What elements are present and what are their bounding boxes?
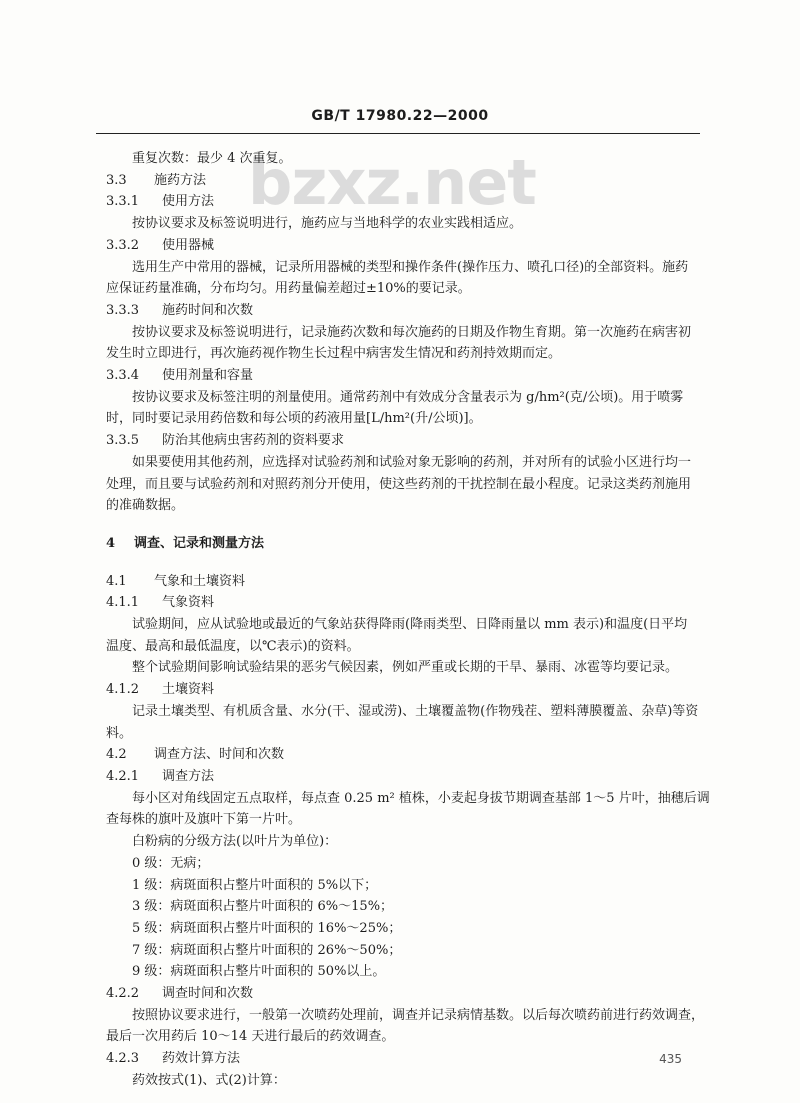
text-line: 每小区对角线固定五点取样，每点查 0.25 m² 植株，小麦起身拔节期调查基部 1～5 片叶，抽穗后调	[132, 790, 710, 806]
section-number: 3.3.1	[106, 194, 140, 210]
section-number: 4.2	[106, 747, 127, 763]
section-title: 施药时间和次数	[162, 302, 254, 318]
section-title: 气象和土壤资料	[154, 573, 246, 589]
section-number: 4.1	[106, 573, 127, 589]
grade-item: 7 级：病斑面积占整片叶面积的 26%～50%；	[132, 942, 402, 958]
section-heading	[106, 744, 716, 766]
section-number: 4.2.3	[106, 1051, 140, 1067]
section-number: 4.2.1	[106, 768, 140, 784]
section-heading	[106, 571, 716, 593]
section-number: 3.3	[106, 172, 127, 188]
text-line: 药效按式(1)、式(2)计算：	[132, 1072, 286, 1088]
section-title: 药效计算方法	[162, 1051, 241, 1067]
text-line: 时，同时要记录用药倍数和每公顷的药液用量[L/hm²(升/公顷)]。	[106, 411, 482, 427]
text-line: 按协议要求及标签说明进行，施药应与当地科学的农业实践相适应。	[132, 216, 523, 232]
section-number: 3.3.3	[106, 302, 140, 318]
section-title: 调查、记录和测量方法	[134, 535, 265, 551]
text-line: 应保证药量准确，分布均匀。用药量偏差超过±10%的要记录。	[106, 281, 471, 297]
section-title: 调查时间和次数	[162, 986, 254, 1002]
section-number: 4.2.2	[106, 986, 140, 1002]
section-heading	[106, 430, 716, 452]
section-heading	[106, 191, 716, 213]
section-title: 气象资料	[162, 595, 215, 611]
text-line: 按协议要求及标签说明进行，记录施药次数和每次施药的日期及作物生育期。第一次施药在病害初	[132, 324, 692, 340]
header-rule	[96, 133, 700, 134]
section-number: 4	[106, 535, 116, 551]
text-line: 记录土壤类型、有机质含量、水分(干、湿或涝)、土壤覆盖物(作物残茬、塑料薄膜覆盖、杂草)等资	[132, 703, 699, 719]
section-title: 施药方法	[154, 172, 207, 188]
text-line: 发生时立即进行，再次施药视作物生长过程中病害发生情况和药剂持效期而定。	[106, 346, 562, 362]
text-line: 的准确数据。	[106, 498, 185, 514]
text-line: 按照协议要求进行，一般第一次喷药处理前，调查并记录病情基数。以后每次喷药前进行药效调查，	[132, 1007, 705, 1023]
text-line: 处理，而且要与试验药剂和对照药剂分开使用，使这些药剂的干扰控制在最小程度。记录这类药剂施用	[106, 476, 692, 492]
text-line: 白粉病的分级方法(以叶片为单位)：	[132, 834, 338, 850]
grade-item: 5 级：病斑面积占整片叶面积的 16%～25%；	[132, 920, 402, 936]
section-heading	[106, 170, 716, 192]
section-heading	[106, 592, 716, 614]
section-heading	[106, 679, 716, 701]
section-heading	[106, 235, 716, 257]
text-line: 按协议要求及标签注明的剂量使用。通常药剂中有效成分含量表示为 g/hm²(克/公顷)。用于喷雾	[132, 389, 684, 405]
text-line: 查每株的旗叶及旗叶下第一片叶。	[106, 812, 302, 828]
text-line: 如果要使用其他药剂，应选择对试验药剂和试验对象无影响的药剂，并对所有的试验小区进行均一	[132, 454, 692, 470]
text-line: 选用生产中常用的器械，记录所用器械的类型和操作条件(操作压力、喷孔口径)的全部资料。施药	[132, 259, 689, 275]
grade-item: 3 级：病斑面积占整片叶面积的 6%～15%；	[132, 899, 394, 915]
chapter-heading	[106, 533, 716, 555]
section-number: 3.3.4	[106, 368, 140, 384]
section-title: 使用方法	[162, 194, 215, 210]
watermark: bzxz.net	[248, 146, 536, 219]
text-line: 重复次数：最少 4 次重复。	[132, 151, 292, 166]
spacer	[106, 517, 716, 533]
text-line: 温度、最高和最低温度，以℃表示)的资料。	[106, 638, 360, 654]
section-title: 土壤资料	[162, 682, 215, 698]
section-heading	[106, 766, 716, 788]
grade-item: 9 级：病斑面积占整片叶面积的 50%以上。	[132, 964, 386, 980]
section-heading	[106, 300, 716, 322]
body-text	[106, 148, 716, 1092]
section-title: 使用剂量和容量	[162, 368, 254, 384]
text-line: 整个试验期间影响试验结果的恶劣气候因素，例如严重或长期的干旱、暴雨、冰雹等均要记录。	[132, 660, 679, 676]
text-line: 试验期间，应从试验地或最近的气象站获得降雨(降雨类型、日降雨量以 mm 表示)和温度(日平均	[132, 617, 688, 633]
section-title: 调查方法、时间和次数	[154, 747, 285, 763]
section-heading	[106, 1048, 716, 1070]
section-number: 3.3.5	[106, 433, 140, 449]
page-number: 435	[659, 1052, 682, 1066]
spacer	[106, 555, 716, 571]
section-heading	[106, 365, 716, 387]
section-number: 4.1.2	[106, 682, 140, 698]
text-line: 料。	[106, 725, 133, 741]
section-heading	[106, 983, 716, 1005]
grade-item: 0 级：无病；	[132, 855, 210, 871]
section-number: 3.3.2	[106, 237, 140, 253]
standard-number-header: GB/T 17980.22—2000	[311, 108, 489, 124]
text-line: 最后一次用药后 10～14 天进行最后的药效调查。	[106, 1029, 395, 1045]
grade-item: 1 级：病斑面积占整片叶面积的 5%以下；	[132, 877, 378, 893]
section-title: 使用器械	[162, 237, 215, 253]
section-title: 防治其他病虫害药剂的资料要求	[162, 433, 345, 449]
section-title: 调查方法	[162, 768, 215, 784]
section-number: 4.1.1	[106, 595, 140, 611]
